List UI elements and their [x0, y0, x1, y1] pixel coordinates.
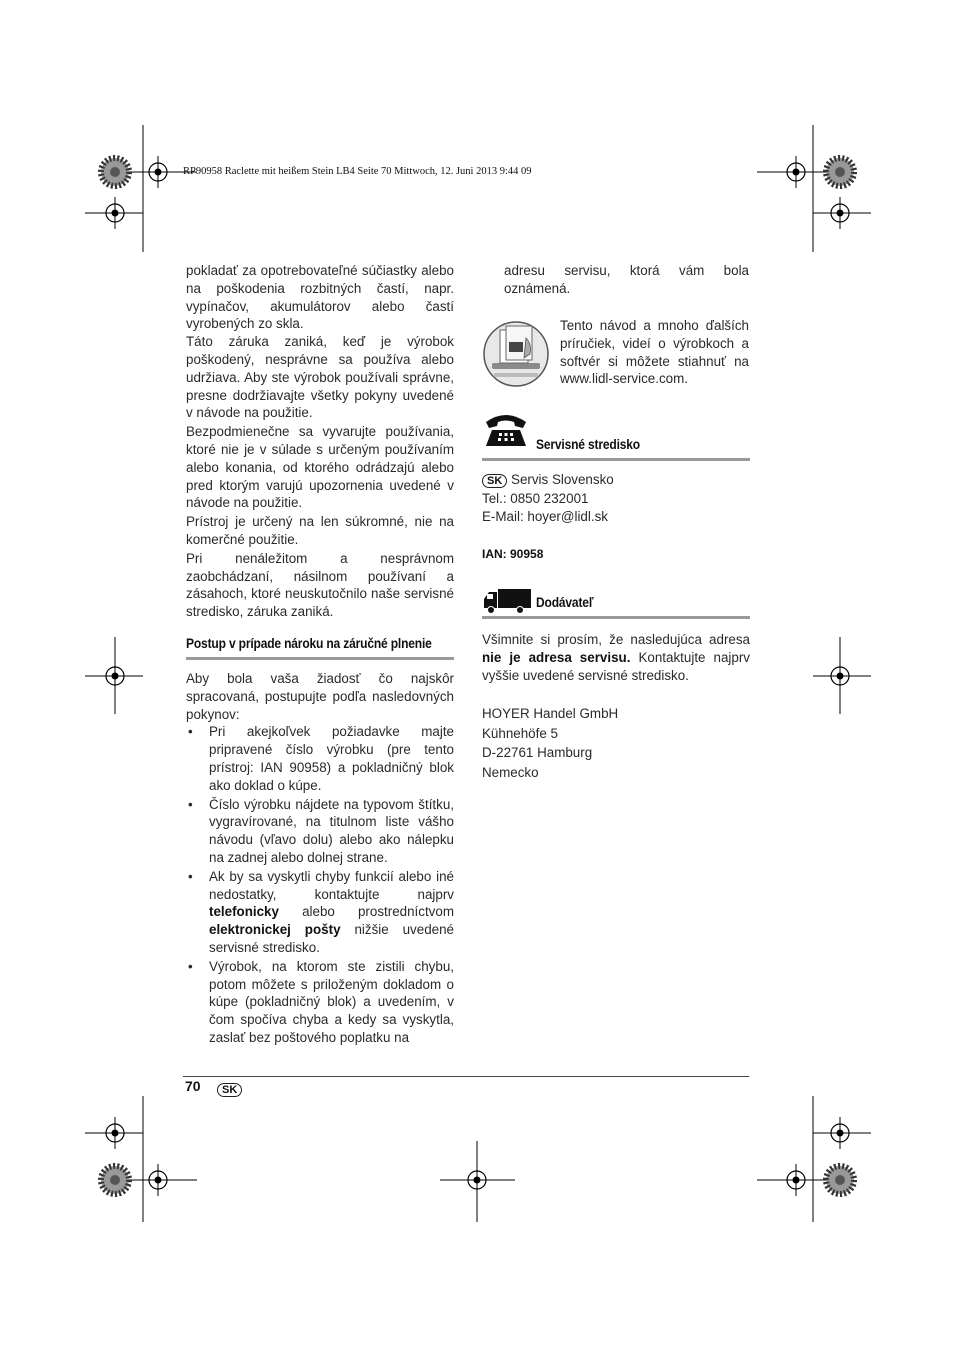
bold-text: elektronickej pošty: [209, 922, 341, 938]
paragraph: pokladať za opotrebovateľné súčiastky alebo na poškodenia rozbitných častí, napr. vypínačov, akumulátorov alebo častí vyrobených zo skla.: [186, 263, 454, 332]
paragraph: adresu servisu, ktorá vám bola oznámená.: [504, 263, 749, 296]
list-item: • Číslo výrobku nájdete na typovom štítku, vygravírované, na titulnom liste vášho návodu (vľavo dolu) alebo ako nálepku na zadnej alebo dolnej strane.: [186, 796, 454, 867]
paragraph: Bezpodmienečne sa vyvarujte používania, ktoré nie je v súlade s určeným používaním alebo konania, od ktorého odrádzajú alebo pred ktorým varujú upozornenia uvedené v návode na použitie.: [186, 424, 454, 511]
page-number: 70: [185, 1078, 201, 1094]
service-name-row: SK Servis Slovensko: [482, 471, 750, 490]
paragraph: Táto záruka zaniká, keď je výrobok poškodený, nesprávne sa používa alebo udržiava. Aby ste výrobok používali správne, presne dodržiavajte všetky pokyny uvedené v návode na použitie.: [186, 334, 454, 421]
service-contact: [482, 471, 750, 527]
right-continuation: [504, 262, 749, 298]
country-badge: SK: [217, 1083, 242, 1097]
heading-rule: [482, 458, 750, 461]
supplier-address: HOYER Handel GmbH Kühnehöfe 5 D-22761 Hamburg Nemecko: [482, 706, 619, 780]
claim-heading: Postup v prípade nároku na záručné plnenie: [186, 635, 432, 651]
heading-rule: [186, 657, 454, 660]
claim-steps-list: [186, 723, 454, 1046]
left-column: [186, 262, 454, 621]
supplier-section: [482, 631, 750, 782]
telephone-icon: [482, 410, 530, 450]
claim-intro: Aby bola vaša žiadosť čo najskôr spracovaná, postupujte podľa nasledovných pokynov:: [186, 671, 454, 722]
supplier-heading: Dodávateľ: [536, 594, 594, 610]
service-email: E-Mail: hoyer@lidl.sk: [482, 509, 608, 524]
list-item: • Ak by sa vyskytli chyby funkcií alebo iné nedostatky, kontaktujte najprv telefonicky alebo prostredníctvom elektronickej pošty nižšie uvedené servisné stredisko.: [186, 868, 454, 957]
bold-text: nie je adresa servisu.: [482, 649, 631, 665]
supplier-notice: Všimnite si prosím, že nasledujúca adresa nie je adresa servisu. Kontaktujte najprv vyššie uvedené servisné stredisko.: [482, 632, 750, 683]
heading-rule: [482, 616, 750, 619]
print-header: RP90958 Raclette mit heißem Stein LB4 Seite 70 Mittwoch, 12. Juni 2013 9:44 09: [183, 166, 532, 177]
claim-section: [186, 670, 454, 1048]
truck-icon: [482, 587, 532, 615]
ian-number: IAN: 90958: [482, 547, 544, 561]
service-heading: Servisné stredisko: [536, 436, 640, 452]
download-text: Tento návod a mnoho ďalších príručiek, videí o výrobkoch a softvér si môžete stiahnuť na www.lidl-service.com.: [560, 318, 749, 387]
paragraph: Prístroj je určený na len súkromné, nie na komerčné použitie.: [186, 514, 454, 547]
list-item: • Pri akejkoľvek požiadavke majte pripravené číslo výrobku (pre tento prístroj: IAN 90958) a pokladničný blok ako doklad o kúpe.: [186, 723, 454, 794]
paragraph: Pri nenáležitom a nesprávnom zaobchádzaní, násilnom používaní a zásahoch, ktoré neuskutočnilo naše servisné stredisko, záruka zaniká.: [186, 550, 454, 620]
list-item: • Výrobok, na ktorom ste zistili chybu, potom môžete s priloženým dokladom o kúpe (pokladničný blok) a uvedením, v čom spočíva chyba a kedy sa vyskytla, zaslať bez poštového poplatku na: [186, 958, 454, 1047]
lidl-service-icon: [482, 320, 550, 388]
country-badge: SK: [482, 474, 507, 488]
bold-text: telefonicky: [209, 904, 279, 920]
footer-lang: [217, 1080, 242, 1098]
footer-rule: [183, 1076, 749, 1077]
service-phone: Tel.: 0850 232001: [482, 490, 589, 506]
